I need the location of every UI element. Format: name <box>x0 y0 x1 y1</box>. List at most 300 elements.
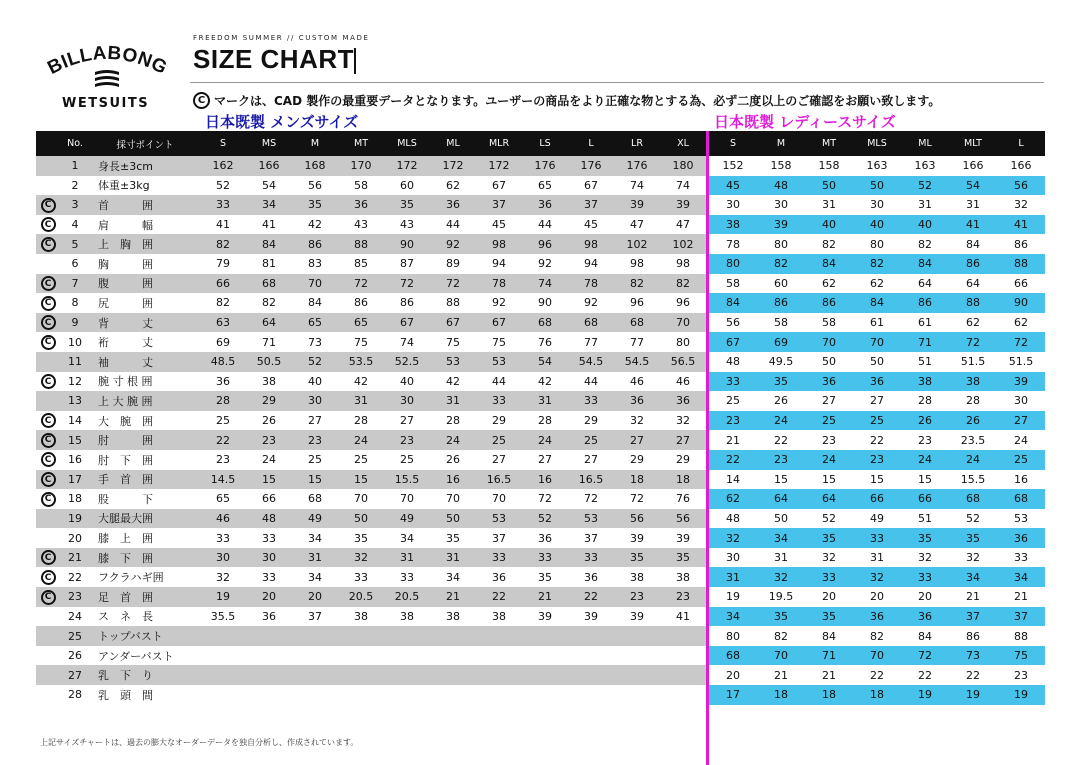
ladies-value-cell: 163 <box>901 156 949 176</box>
ladies-value-cell: 62 <box>997 313 1045 333</box>
mens-value-cell: 25 <box>568 430 614 450</box>
mens-value-cell: 35 <box>660 548 706 568</box>
mens-value-cell: 98 <box>476 234 522 254</box>
mens-value-cell: 39 <box>660 195 706 215</box>
ladies-value-cell: 15 <box>853 470 901 490</box>
mens-value-cell: 18 <box>660 470 706 490</box>
mens-heading: 日本既製 メンズサイズ <box>205 113 359 131</box>
mens-value-cell: 25 <box>476 430 522 450</box>
ladies-value-cell: 49 <box>853 509 901 529</box>
mens-value-cell: 84 <box>292 293 338 313</box>
measurement-point: 大 腕 囲 <box>90 411 200 431</box>
mens-value-cell: 56 <box>614 509 660 529</box>
measurement-point: 背 丈 <box>90 313 200 333</box>
mens-value-cell: 36 <box>476 567 522 587</box>
ladies-value-cell: 34 <box>757 528 805 548</box>
ladies-value-cell: 82 <box>901 234 949 254</box>
mens-table-row <box>36 176 706 196</box>
cad-mark-icon: C <box>41 276 56 291</box>
ladies-value-cell: 35 <box>949 528 997 548</box>
ladies-value-cell: 45 <box>709 176 757 196</box>
cad-cell <box>36 607 60 627</box>
ladies-value-cell: 25 <box>805 411 853 431</box>
ladies-table-row <box>709 626 1045 646</box>
mens-value-cell: 81 <box>246 254 292 274</box>
mens-value-cell: 33 <box>384 567 430 587</box>
mens-value-cell: 26 <box>246 411 292 431</box>
ladies-value-cell: 30 <box>709 195 757 215</box>
mens-value-cell: 22 <box>568 587 614 607</box>
mens-value-cell: 92 <box>568 293 614 313</box>
mens-table-row <box>36 332 706 352</box>
cad-mark-icon: C <box>41 590 56 605</box>
ladies-value-cell: 38 <box>901 372 949 392</box>
ladies-value-cell: 166 <box>949 156 997 176</box>
ladies-value-cell: 21 <box>997 587 1045 607</box>
mens-value-cell <box>430 665 476 685</box>
mens-value-cell: 94 <box>476 254 522 274</box>
cad-cell <box>36 215 60 235</box>
measurement-point: 膝 上 囲 <box>90 528 200 548</box>
mens-value-cell: 46 <box>200 509 246 529</box>
mens-value-cell: 33 <box>568 548 614 568</box>
mens-value-cell: 56 <box>660 509 706 529</box>
svg-text:BILLABONG: BILLABONG <box>44 42 171 80</box>
ladies-value-cell: 33 <box>805 567 853 587</box>
mens-value-cell: 172 <box>476 156 522 176</box>
mens-value-cell <box>384 646 430 666</box>
cad-mark-icon: C <box>41 413 56 428</box>
mens-value-cell: 35 <box>522 567 568 587</box>
ladies-value-cell: 82 <box>805 234 853 254</box>
mens-value-cell: 32 <box>614 411 660 431</box>
cad-notice <box>193 92 940 109</box>
mens-value-cell: 90 <box>522 293 568 313</box>
ladies-table-row <box>709 450 1045 470</box>
ladies-value-cell: 48 <box>709 509 757 529</box>
row-number: 27 <box>60 665 90 685</box>
cad-mark-icon: C <box>41 472 56 487</box>
ladies-value-cell: 68 <box>997 489 1045 509</box>
mens-value-cell <box>246 685 292 705</box>
mens-value-cell <box>522 685 568 705</box>
ladies-table-row <box>709 489 1045 509</box>
mens-value-cell: 34 <box>430 567 476 587</box>
ladies-value-cell: 38 <box>949 372 997 392</box>
mens-value-cell <box>614 626 660 646</box>
mens-value-cell: 36 <box>522 195 568 215</box>
ladies-value-cell: 30 <box>757 195 805 215</box>
row-number: 13 <box>60 391 90 411</box>
mens-value-cell <box>614 685 660 705</box>
mens-table-row <box>36 665 706 685</box>
mens-value-cell <box>338 665 384 685</box>
mens-value-cell: 31 <box>338 391 384 411</box>
ladies-value-cell: 31 <box>757 548 805 568</box>
mens-value-cell <box>200 646 246 666</box>
mens-value-cell: 29 <box>246 391 292 411</box>
mens-value-cell: 80 <box>660 332 706 352</box>
ladies-table-row <box>709 352 1045 372</box>
mens-table-row <box>36 626 706 646</box>
mens-value-cell: 38 <box>614 567 660 587</box>
mens-value-cell: 75 <box>430 332 476 352</box>
ladies-value-cell: 33 <box>901 567 949 587</box>
mens-size-header: MS <box>246 131 292 156</box>
ladies-value-cell: 84 <box>805 626 853 646</box>
ladies-value-cell: 80 <box>853 234 901 254</box>
mens-value-cell: 86 <box>384 293 430 313</box>
mens-value-cell: 86 <box>292 234 338 254</box>
ladies-value-cell: 33 <box>997 548 1045 568</box>
ladies-value-cell: 86 <box>757 293 805 313</box>
ladies-table-row <box>709 548 1045 568</box>
row-number: 23 <box>60 587 90 607</box>
mens-value-cell <box>338 646 384 666</box>
point-column-header: 採寸ポイント <box>90 131 200 156</box>
mens-value-cell: 36 <box>568 567 614 587</box>
ladies-value-cell: 84 <box>901 254 949 274</box>
mens-value-cell: 27 <box>614 430 660 450</box>
mens-value-cell: 54.5 <box>568 352 614 372</box>
mens-value-cell: 45 <box>476 215 522 235</box>
mens-value-cell: 29 <box>568 411 614 431</box>
ladies-value-cell: 51.5 <box>997 352 1045 372</box>
mens-value-cell: 37 <box>476 195 522 215</box>
mens-table-row <box>36 685 706 705</box>
ladies-value-cell: 67 <box>709 332 757 352</box>
ladies-value-cell: 50 <box>757 509 805 529</box>
mens-value-cell: 26 <box>430 450 476 470</box>
ladies-value-cell: 33 <box>709 372 757 392</box>
mens-value-cell <box>568 665 614 685</box>
mens-value-cell <box>522 646 568 666</box>
mens-table-row <box>36 567 706 587</box>
measurement-point: 上 胸 囲 <box>90 234 200 254</box>
ladies-value-cell: 58 <box>805 313 853 333</box>
ladies-value-cell: 56 <box>997 176 1045 196</box>
mens-value-cell: 28 <box>430 411 476 431</box>
ladies-value-cell: 24 <box>901 450 949 470</box>
mens-value-cell: 35 <box>430 528 476 548</box>
ladies-value-cell: 64 <box>901 274 949 294</box>
ladies-value-cell: 158 <box>757 156 805 176</box>
ladies-value-cell: 22 <box>853 430 901 450</box>
mens-value-cell: 36 <box>522 528 568 548</box>
cad-cell <box>36 391 60 411</box>
ladies-value-cell: 16 <box>997 470 1045 490</box>
mens-value-cell <box>568 626 614 646</box>
mens-value-cell: 73 <box>292 332 338 352</box>
ladies-value-cell: 73 <box>949 646 997 666</box>
measurement-point: 尻 囲 <box>90 293 200 313</box>
ladies-value-cell: 158 <box>805 156 853 176</box>
ladies-value-cell: 62 <box>805 274 853 294</box>
ladies-table-row <box>709 234 1045 254</box>
ladies-value-cell: 32 <box>757 567 805 587</box>
mens-size-header: M <box>292 131 338 156</box>
mens-value-cell: 31 <box>384 548 430 568</box>
mens-value-cell: 38 <box>430 607 476 627</box>
mens-value-cell: 172 <box>430 156 476 176</box>
mens-value-cell: 90 <box>384 234 430 254</box>
ladies-value-cell: 20 <box>805 587 853 607</box>
mens-value-cell: 52.5 <box>384 352 430 372</box>
ladies-value-cell: 15.5 <box>949 470 997 490</box>
cad-mark-icon: C <box>41 570 56 585</box>
mens-value-cell: 54 <box>522 352 568 372</box>
mens-value-cell <box>522 665 568 685</box>
billabong-logo-mark <box>40 38 175 94</box>
mens-value-cell: 27 <box>476 450 522 470</box>
ladies-value-cell: 84 <box>949 234 997 254</box>
mens-value-cell: 176 <box>614 156 660 176</box>
ladies-value-cell: 31 <box>949 195 997 215</box>
ladies-table-row <box>709 646 1045 666</box>
ladies-table-row <box>709 607 1045 627</box>
mens-value-cell: 42 <box>522 372 568 392</box>
ladies-value-cell: 58 <box>757 313 805 333</box>
page-subtitle: FREEDOM SUMMER // CUSTOM MADE <box>193 34 370 42</box>
ladies-value-cell: 64 <box>805 489 853 509</box>
cad-cell <box>36 372 60 392</box>
ladies-value-cell: 66 <box>997 274 1045 294</box>
ladies-value-cell: 86 <box>949 254 997 274</box>
ladies-value-cell: 52 <box>901 176 949 196</box>
ladies-value-cell: 36 <box>853 372 901 392</box>
mens-table-row <box>36 411 706 431</box>
mens-value-cell <box>568 646 614 666</box>
page-title: SIZE CHART <box>193 44 354 74</box>
mens-value-cell: 72 <box>430 274 476 294</box>
mens-value-cell: 29 <box>660 450 706 470</box>
ladies-value-cell: 80 <box>709 626 757 646</box>
mens-value-cell: 19 <box>200 587 246 607</box>
ladies-value-cell: 30 <box>997 391 1045 411</box>
ladies-value-cell: 163 <box>853 156 901 176</box>
cad-cell <box>36 156 60 176</box>
mens-value-cell <box>246 626 292 646</box>
mens-header-row <box>36 131 706 156</box>
mens-value-cell: 75 <box>476 332 522 352</box>
mens-value-cell <box>614 665 660 685</box>
mens-value-cell: 47 <box>614 215 660 235</box>
mens-value-cell: 25 <box>292 450 338 470</box>
mens-value-cell <box>568 685 614 705</box>
mens-value-cell: 34 <box>292 528 338 548</box>
mens-value-cell: 35 <box>338 528 384 548</box>
ladies-value-cell: 23 <box>997 665 1045 685</box>
ladies-table-row <box>709 215 1045 235</box>
mens-value-cell: 38 <box>338 607 384 627</box>
mens-table-row <box>36 195 706 215</box>
cad-cell <box>36 646 60 666</box>
mens-value-cell: 82 <box>246 293 292 313</box>
ladies-table-row <box>709 176 1045 196</box>
mens-value-cell: 33 <box>246 567 292 587</box>
ladies-value-cell: 36 <box>805 372 853 392</box>
ladies-value-cell: 78 <box>709 234 757 254</box>
cad-cell <box>36 195 60 215</box>
mens-value-cell: 92 <box>430 234 476 254</box>
mens-value-cell <box>476 646 522 666</box>
mens-value-cell: 88 <box>430 293 476 313</box>
mens-value-cell: 23 <box>614 587 660 607</box>
ladies-value-cell: 26 <box>901 411 949 431</box>
ladies-value-cell: 61 <box>901 313 949 333</box>
cad-mark-icon: C <box>41 237 56 252</box>
mens-value-cell: 87 <box>384 254 430 274</box>
cad-cell <box>36 587 60 607</box>
cad-cell <box>36 234 60 254</box>
mens-value-cell: 24 <box>430 430 476 450</box>
mens-value-cell: 82 <box>200 293 246 313</box>
mens-value-cell: 33 <box>200 195 246 215</box>
ladies-value-cell: 68 <box>949 489 997 509</box>
ladies-value-cell: 39 <box>757 215 805 235</box>
cad-cell <box>36 450 60 470</box>
cad-cell <box>36 567 60 587</box>
measurement-point: アンダーバスト <box>90 646 200 666</box>
mens-size-header: LR <box>614 131 660 156</box>
measurement-point: 手 首 囲 <box>90 470 200 490</box>
mens-value-cell <box>292 685 338 705</box>
mens-value-cell: 27 <box>568 450 614 470</box>
mens-value-cell: 102 <box>660 234 706 254</box>
ladies-value-cell: 21 <box>805 665 853 685</box>
mens-value-cell: 58 <box>338 176 384 196</box>
ladies-value-cell: 22 <box>901 665 949 685</box>
ladies-value-cell: 66 <box>853 489 901 509</box>
ladies-size-header: L <box>997 131 1045 156</box>
mens-value-cell: 94 <box>568 254 614 274</box>
mens-value-cell: 176 <box>568 156 614 176</box>
ladies-value-cell: 22 <box>949 665 997 685</box>
row-number: 11 <box>60 352 90 372</box>
cad-mark-icon: C <box>41 433 56 448</box>
ladies-value-cell: 23 <box>757 450 805 470</box>
mens-value-cell: 21 <box>430 587 476 607</box>
ladies-value-cell: 70 <box>853 332 901 352</box>
ladies-value-cell: 80 <box>757 234 805 254</box>
ladies-value-cell: 88 <box>949 293 997 313</box>
ladies-size-header: MLT <box>949 131 997 156</box>
mens-value-cell: 77 <box>614 332 660 352</box>
mens-value-cell: 40 <box>384 372 430 392</box>
ladies-size-header: S <box>709 131 757 156</box>
measurement-point: 肩 幅 <box>90 215 200 235</box>
measurement-point: 大腿最大囲 <box>90 509 200 529</box>
ladies-value-cell: 23.5 <box>949 430 997 450</box>
ladies-value-cell: 84 <box>805 254 853 274</box>
ladies-value-cell: 82 <box>757 254 805 274</box>
ladies-value-cell: 36 <box>997 528 1045 548</box>
mens-value-cell: 46 <box>660 372 706 392</box>
mens-value-cell: 33 <box>568 391 614 411</box>
ladies-value-cell: 19 <box>901 685 949 705</box>
mens-value-cell: 44 <box>476 372 522 392</box>
mens-value-cell: 54 <box>246 176 292 196</box>
mens-size-header: LS <box>522 131 568 156</box>
mens-value-cell: 39 <box>660 528 706 548</box>
title-divider <box>354 48 356 74</box>
ladies-value-cell: 24 <box>949 450 997 470</box>
mens-value-cell: 42 <box>430 372 476 392</box>
ladies-value-cell: 69 <box>757 332 805 352</box>
mens-size-header: MT <box>338 131 384 156</box>
cad-mark-icon: C <box>41 315 56 330</box>
mens-value-cell <box>200 685 246 705</box>
ladies-value-cell: 25 <box>853 411 901 431</box>
cad-cell <box>36 254 60 274</box>
row-number: 1 <box>60 156 90 176</box>
mens-value-cell: 63 <box>200 313 246 333</box>
ladies-value-cell: 56 <box>709 313 757 333</box>
mens-value-cell: 56 <box>292 176 338 196</box>
ladies-table-row <box>709 665 1045 685</box>
ladies-table-row <box>709 332 1045 352</box>
cad-mark-icon: C <box>193 92 210 109</box>
mens-value-cell <box>476 665 522 685</box>
measurement-point: 首 囲 <box>90 195 200 215</box>
billabong-logo <box>40 38 175 94</box>
mens-value-cell: 39 <box>614 528 660 548</box>
ladies-value-cell: 32 <box>901 548 949 568</box>
mens-value-cell: 56.5 <box>660 352 706 372</box>
mens-value-cell: 15.5 <box>384 470 430 490</box>
ladies-value-cell: 36 <box>901 607 949 627</box>
footnote: 上記サイズチャートは、過去の膨大なオーダーデータを独自分析し、作成されています。 <box>40 738 359 747</box>
ladies-value-cell: 88 <box>997 626 1045 646</box>
cad-cell <box>36 313 60 333</box>
mens-value-cell: 170 <box>338 156 384 176</box>
ladies-value-cell: 30 <box>709 548 757 568</box>
mens-value-cell: 52 <box>292 352 338 372</box>
ladies-table-row <box>709 156 1045 176</box>
ladies-size-table <box>709 131 1045 705</box>
mens-value-cell: 35 <box>292 195 338 215</box>
mens-value-cell: 34 <box>246 195 292 215</box>
mens-value-cell: 70 <box>338 489 384 509</box>
mens-value-cell: 40 <box>292 372 338 392</box>
cad-cell <box>36 528 60 548</box>
mens-value-cell <box>476 626 522 646</box>
mens-value-cell: 20.5 <box>338 587 384 607</box>
mens-value-cell: 166 <box>246 156 292 176</box>
mens-value-cell: 24 <box>246 450 292 470</box>
mens-value-cell: 16 <box>430 470 476 490</box>
mens-table-row <box>36 548 706 568</box>
ladies-value-cell: 37 <box>949 607 997 627</box>
mens-value-cell: 16 <box>522 470 568 490</box>
mens-value-cell <box>338 685 384 705</box>
mens-value-cell: 23 <box>660 587 706 607</box>
mens-value-cell: 36 <box>338 195 384 215</box>
mens-value-cell: 50.5 <box>246 352 292 372</box>
mens-value-cell: 27 <box>292 411 338 431</box>
mens-value-cell: 72 <box>338 274 384 294</box>
mens-size-header: MLR <box>476 131 522 156</box>
mens-value-cell: 67 <box>430 313 476 333</box>
mens-value-cell: 66 <box>246 489 292 509</box>
ladies-value-cell: 54 <box>949 176 997 196</box>
mens-size-header: S <box>200 131 246 156</box>
mens-value-cell <box>384 665 430 685</box>
mens-value-cell: 98 <box>568 234 614 254</box>
ladies-value-cell: 60 <box>757 274 805 294</box>
ladies-value-cell: 70 <box>757 646 805 666</box>
row-number: 7 <box>60 274 90 294</box>
